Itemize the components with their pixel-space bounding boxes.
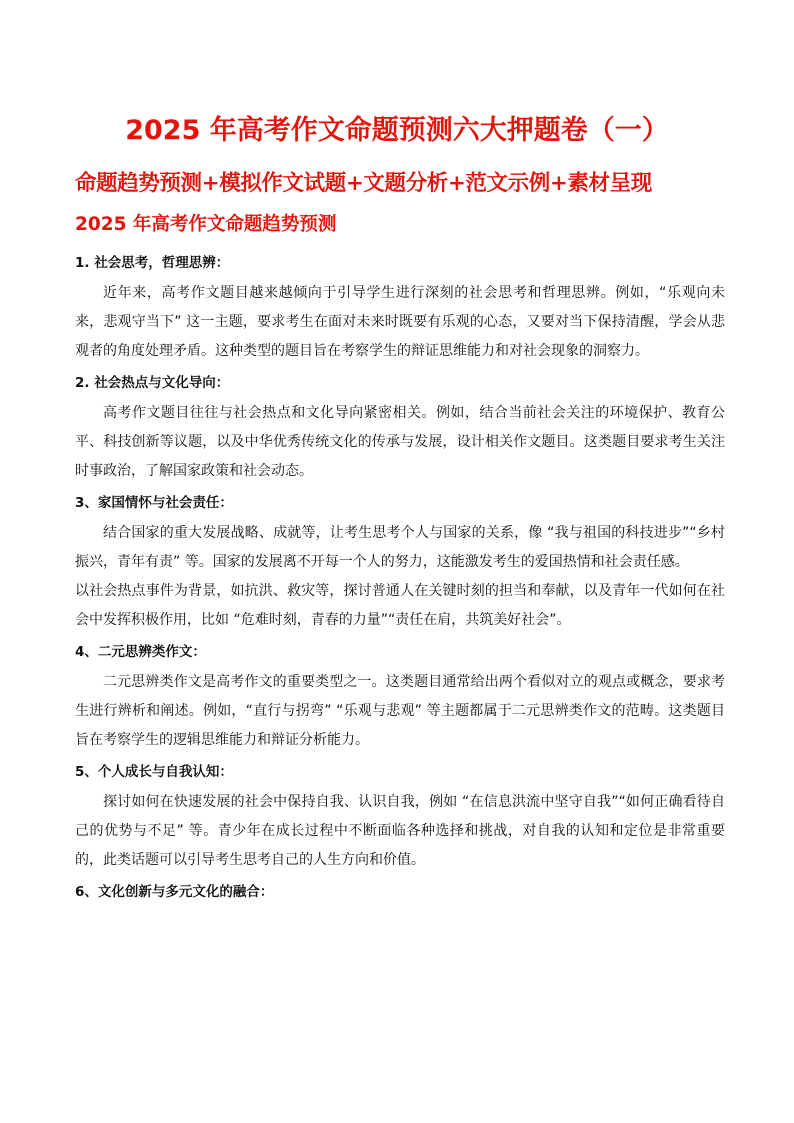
- document-body: [75, 246, 725, 908]
- section-heading-4: 4、二元思辨类作文：: [75, 644, 206, 660]
- section-heading-6: 6、文化创新与多元文化的融合：: [75, 884, 274, 900]
- section-heading-5: 5、个人成长与自我认知：: [75, 764, 233, 780]
- document-title: 2025 年高考作文命题预测六大押题卷（一）: [125, 115, 669, 146]
- section-heading-2: 2. 社会热点与文化导向：: [75, 375, 230, 391]
- section-paragraph: 结合国家的重大发展战略、成就等，让考生思考个人与国家的关系，像 “我与祖国的科技进步”“乡村振兴，青年有责” 等。国家的发展离不开每一个人的努力，这能激发考生的爱国热情和社会责任感。: [75, 525, 725, 570]
- section-paragraph: 近年来，高考作文题目越来越倾向于引导学生进行深刻的社会思考和哲理思辨。例如，“乐观向未来，悲观守当下” 这一主题，要求考生在面对未来时既要有乐观的心态，又要对当下保持清醒，学会从悲观者的角度处理矛盾。这种类型的题目旨在考察学生的辩证思维能力和对社会现象的洞察力。: [75, 285, 725, 359]
- section-paragraph: 二元思辨类作文是高考作文的重要类型之一。这类题目通常给出两个看似对立的观点或概念，要求考生进行辨析和阐述。例如，“直行与拐弯” “乐观与悲观” 等主题都属于二元思辨类作文的范畴。这类题目旨在考察学生的逻辑思维能力和辩证分析能力。: [75, 674, 725, 748]
- section-heading-1: 1. 社会思考，哲理思辨：: [75, 255, 230, 271]
- section-paragraph: 高考作文题目往往与社会热点和文化导向紧密相关。例如，结合当前社会关注的环境保护、教育公平、科技创新等议题，以及中华优秀传统文化的传承与发展，设计相关作文题目。这类题目要求考生关注时事政治，了解国家政策和社会动态。: [75, 405, 725, 479]
- section-paragraph-flush: 以社会热点事件为背景，如抗洪、救灾等，探讨普通人在关键时刻的担当和奉献，以及青年一代如何在社会中发挥积极作用，比如 “危难时刻，青春的力量”“责任在肩，共筑美好社会”。: [75, 583, 725, 628]
- section-paragraph: 探讨如何在快速发展的社会中保持自我、认识自我，例如 “在信息洪流中坚守自我”“如何正确看待自己的优势与不足” 等。青少年在成长过程中不断面临各种选择和挑战，对自我的认知和定位是非常重要的，此类话题可以引导考生思考自己的人生方向和价值。: [75, 794, 725, 868]
- document-subtitle: 命题趋势预测+模拟作文试题+文题分析+范文示例+素材呈现: [75, 171, 652, 196]
- section-heading-3: 3、家国情怀与社会责任：: [75, 495, 233, 511]
- trend-section-title: 2025 年高考作文命题趋势预测: [75, 214, 337, 235]
